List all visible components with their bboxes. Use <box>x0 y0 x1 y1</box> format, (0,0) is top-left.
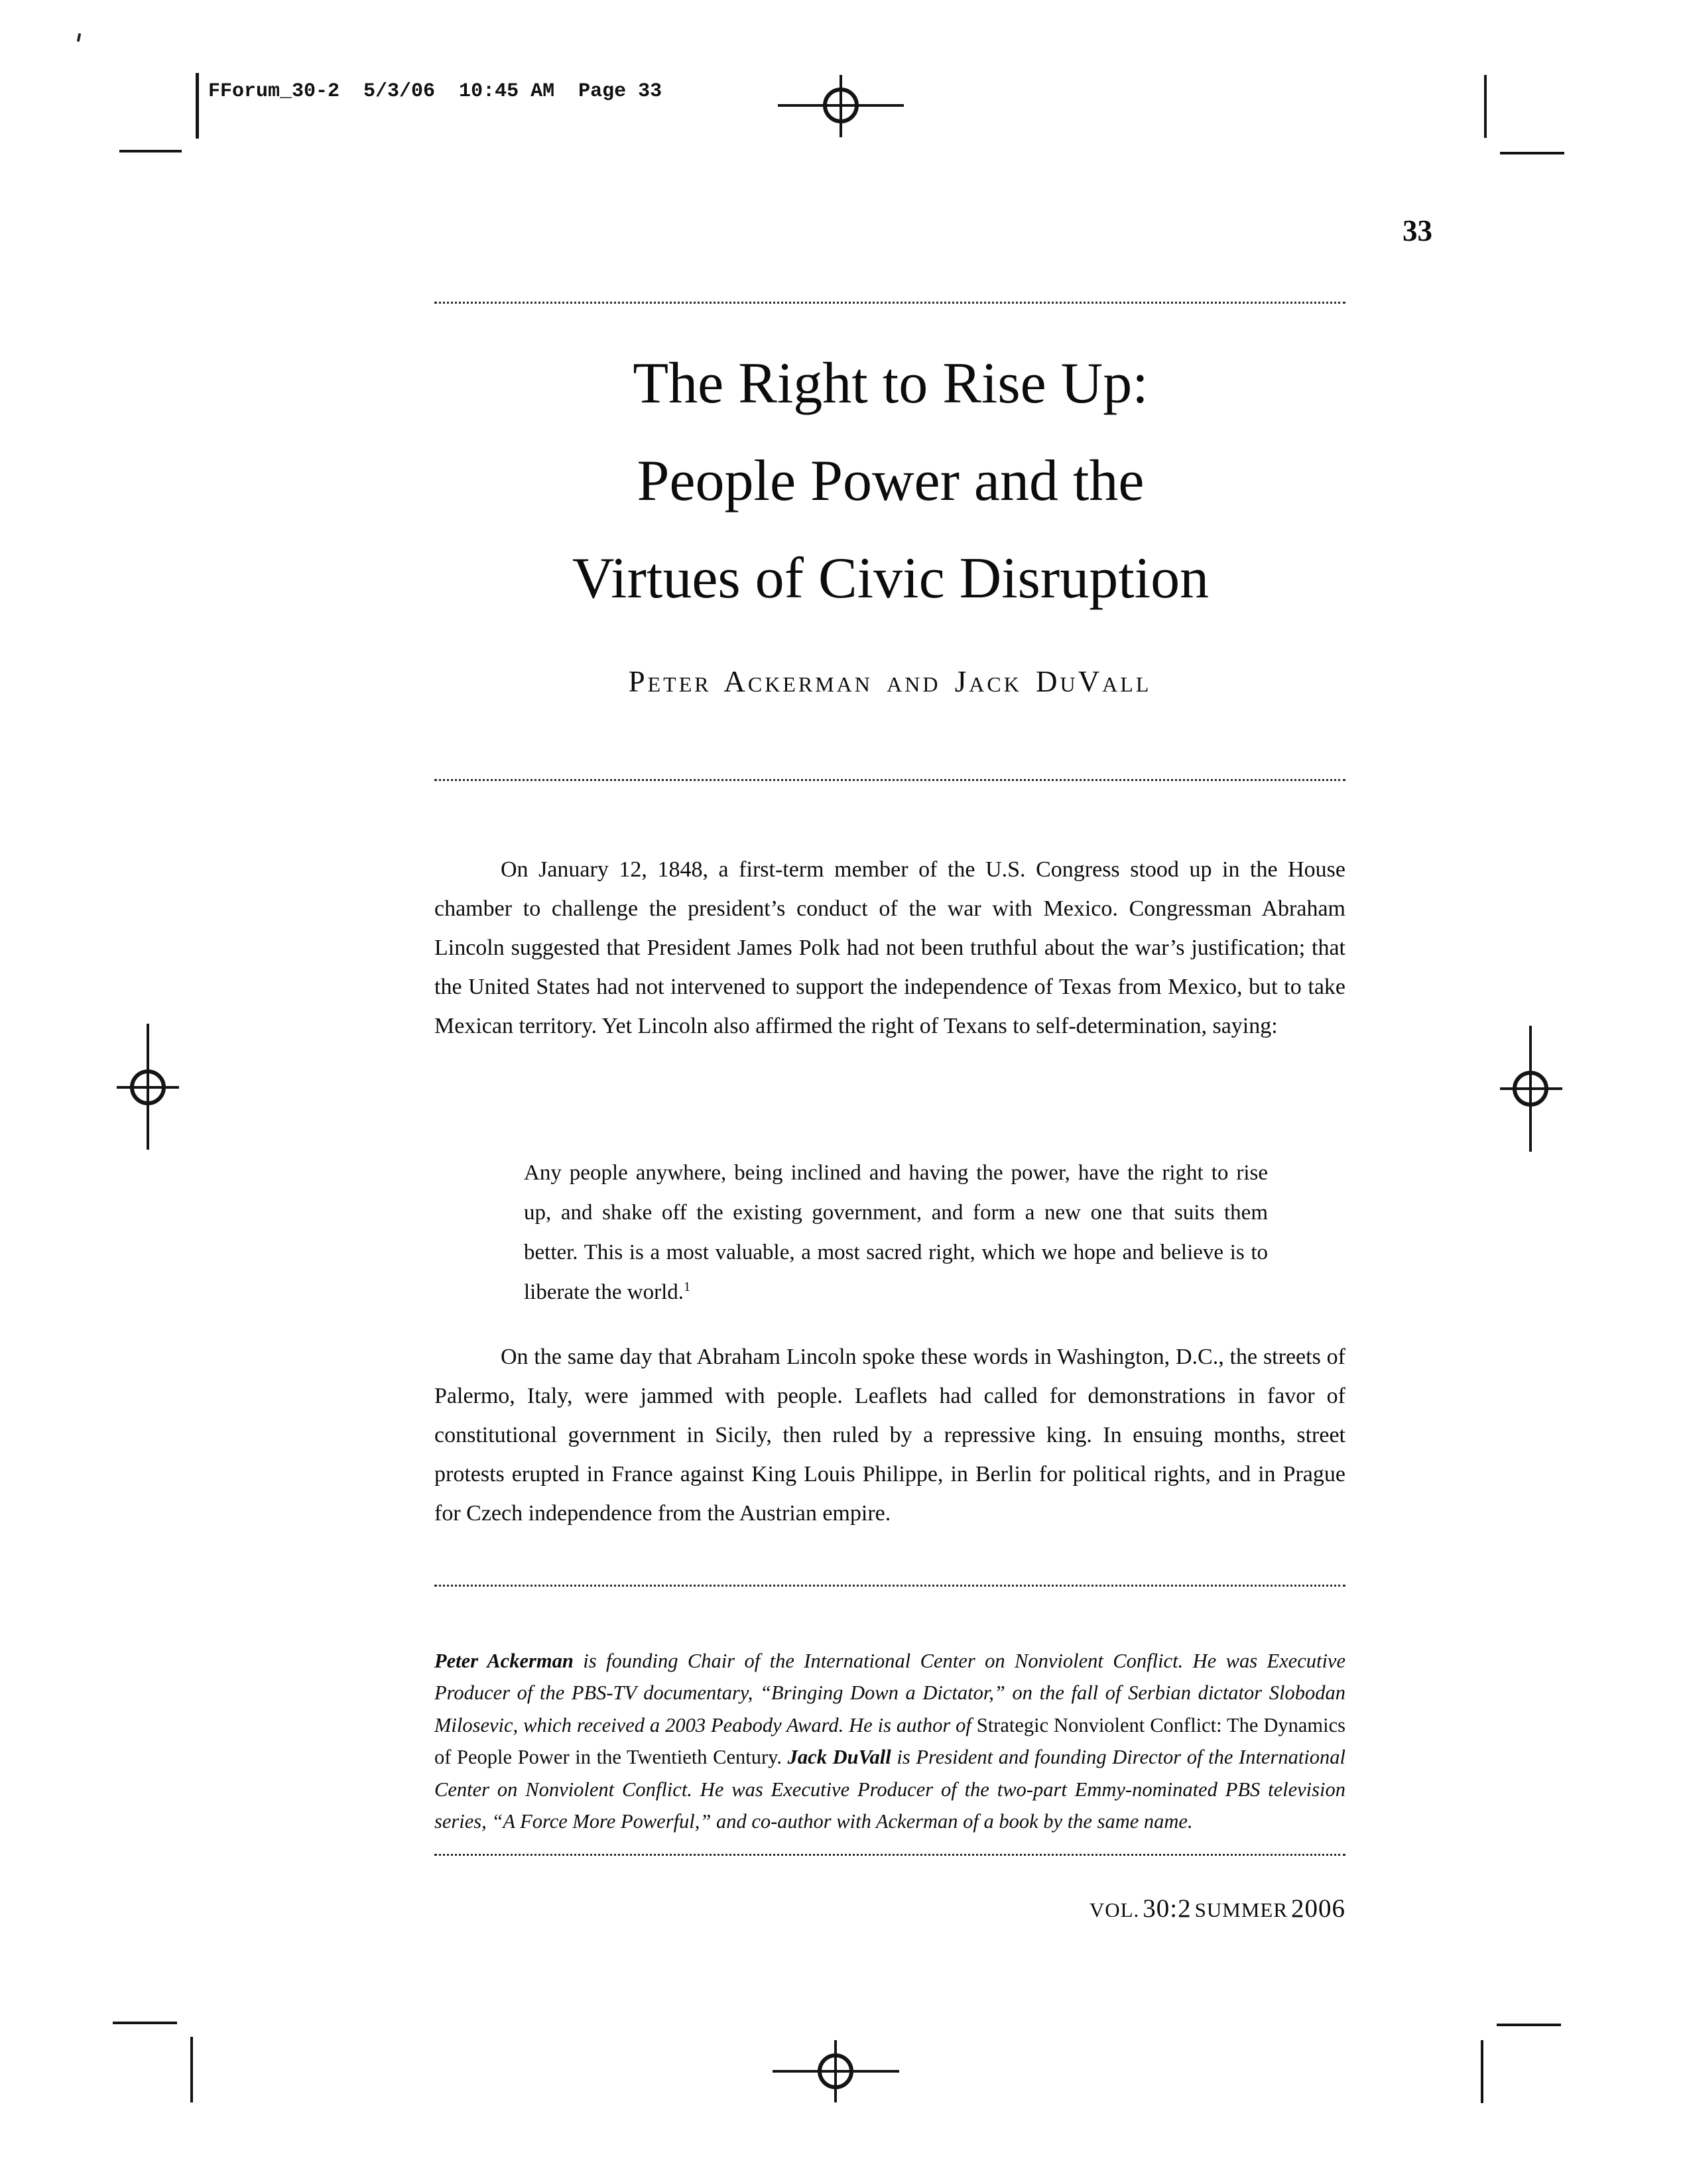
registration-mark-icon <box>1499 1026 1563 1152</box>
bio-author-name: Peter Ackerman <box>434 1649 584 1672</box>
season: SUMMER <box>1194 1898 1288 1921</box>
page-number: 33 <box>1402 214 1432 247</box>
article-title-line: The Right to Rise Up: <box>633 351 1149 416</box>
paragraph: On the same day that Abraham Lincoln spoke these words in Washington, D.C., the streets of Palermo, Italy, were jammed with people. Leaflets had called for demonstrations in favor of constitutional government in Sicily, then ruled by a repressive king. In ensuing months, street protests erupted in France against King Louis Philippe, in Berlin for political rights, and in Prague for Czech independence from the Austrian empire. <box>434 1345 1345 1526</box>
bio-author-name: Jack DuVall <box>787 1746 897 1768</box>
bio-text: is founding Chair of the International Center on Nonviolent Conflict. He was Executive Producer of the PBS-TV documentary, “Bringing Down a Dictator,” on the fall of Serbian dictator Slobodan Milosevic, which received a 2003 Peabody Award. He is author of <box>434 1649 1345 1736</box>
crop-mark-icon <box>190 2037 193 2102</box>
article-title-line: People Power and the <box>637 449 1145 513</box>
contributor-bio <box>434 1645 1345 1838</box>
dotted-rule <box>434 1854 1345 1856</box>
registration-mark-icon <box>116 1024 180 1150</box>
crop-mark-icon <box>1500 152 1564 154</box>
volume-label: VOL. <box>1089 1898 1140 1921</box>
scan-speck <box>77 33 82 42</box>
volume-number: 30:2 <box>1143 1894 1192 1923</box>
registration-mark-icon <box>773 2039 899 2103</box>
article-title-line: Virtues of Civic Disruption <box>572 546 1210 611</box>
dotted-rule <box>434 302 1345 304</box>
footnote-marker: 1 <box>684 1280 691 1294</box>
blockquote-text: Any people anywhere, being inclined and having the power, have the right to rise up, and shake off the existing government, and form a new one that suits them better. This is a most valuable, a most sacred right, which we hope and believe is to liberate the world. <box>524 1161 1268 1304</box>
printer-slug: FForum_30-2 5/3/06 10:45 AM Page 33 <box>208 80 662 103</box>
crop-mark-icon <box>1484 75 1487 138</box>
journal-footer <box>434 1894 1345 1923</box>
blockquote <box>524 1153 1268 1312</box>
crop-mark-icon <box>119 150 182 152</box>
paragraph: On January 12, 1848, a first-term member of the U.S. Congress stood up in the House chamber to challenge the president’s conduct of the war with Mexico. Congressman Abraham Lincoln suggested that President James Polk had not been truthful about the war’s justification; that the United States had not intervened to support the independence of Texas from Mexico, but to take Mexican territory. Yet Lincoln also affirmed the right of Texans to self-determination, saying: <box>434 857 1345 1038</box>
slug-divider-bar <box>196 73 199 139</box>
crop-mark-icon <box>1481 2040 1483 2103</box>
dotted-rule <box>434 1585 1345 1587</box>
article-title <box>387 335 1395 627</box>
crop-mark-icon <box>1497 2024 1561 2026</box>
crop-mark-icon <box>113 2022 177 2024</box>
bio-text: is President and founding Director of the International Center on Nonviolent Conflict. He was Executive Producer of the two-part Emmy-nominated PBS television series, “A Force More Powerful,” and co-author with Ackerman of a book by the same name. <box>434 1746 1345 1833</box>
registration-mark-icon <box>778 73 904 139</box>
bio-book-title: Strategic Nonviolent Conflict: The Dynamics of People Power in the Twentieth Century. <box>434 1713 1345 1768</box>
byline: Peter Ackerman and Jack DuVall <box>628 665 1152 698</box>
dotted-rule <box>434 779 1345 781</box>
year: 2006 <box>1291 1894 1345 1923</box>
